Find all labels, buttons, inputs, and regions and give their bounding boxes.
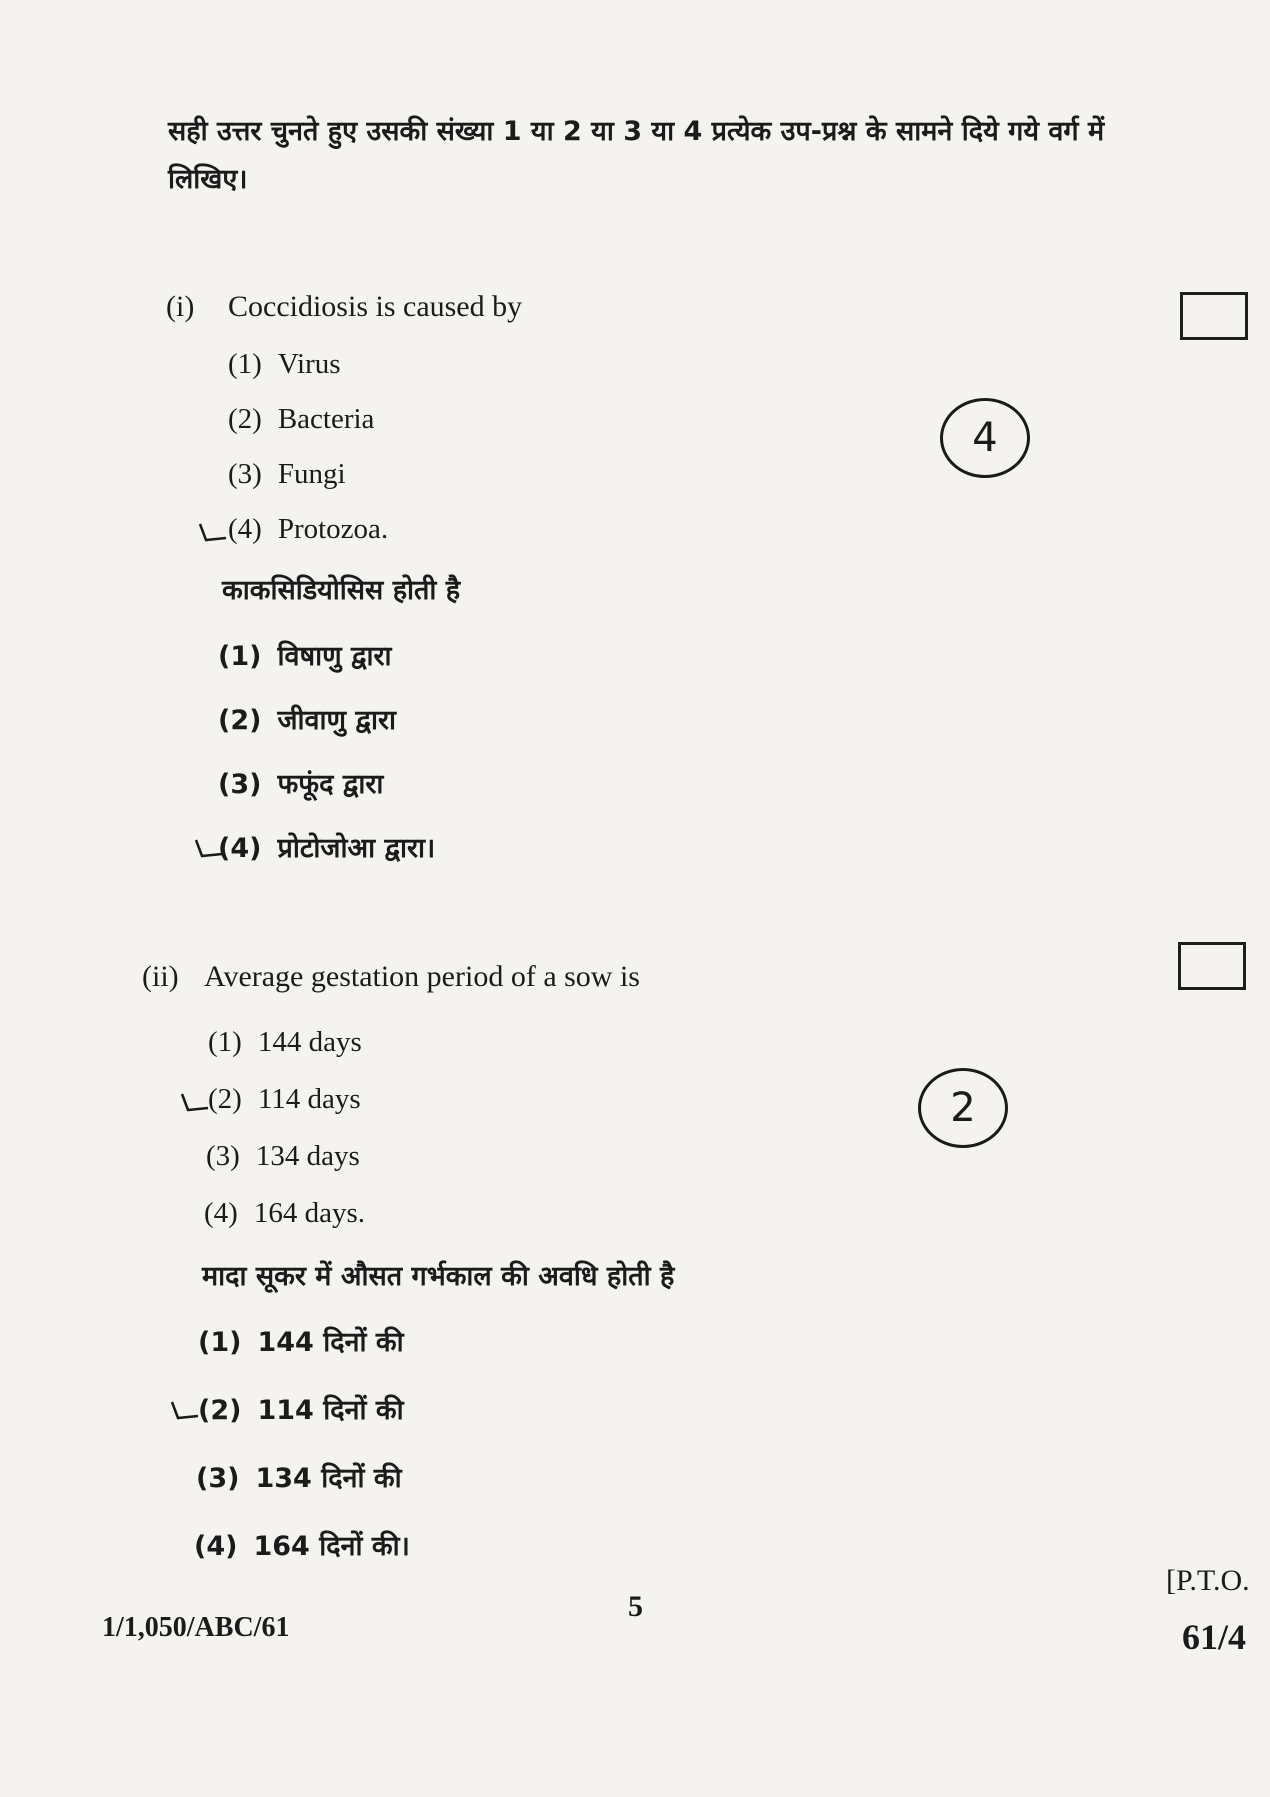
question-2-text: Average gestation period of a sow is [204, 960, 640, 993]
paper-code: 61/4 [1182, 1617, 1247, 1657]
q1-hindi-option-1: (1) विषाणु द्वारा [218, 641, 392, 672]
q2-option-4: (4) 164 days. [204, 1197, 365, 1229]
q1-option-2: (2) Bacteria [228, 403, 375, 435]
question-1-text: Coccidiosis is caused by [228, 290, 523, 323]
footer-code: 1/1,050/ABC/61 [102, 1612, 290, 1643]
handwritten-answer-2: 2 [918, 1068, 1008, 1148]
q2-hindi-option-2: (2) 114 दिनों की [198, 1395, 404, 1426]
page-number: 5 [628, 1590, 643, 1623]
q2-option-2: (2) 114 days [208, 1083, 361, 1115]
tick-mark-icon [194, 838, 224, 858]
q1-hindi-option-2: (2) जीवाणु द्वारा [218, 705, 396, 736]
q1-option-3: (3) Fungi [228, 458, 346, 490]
answer-box-2[interactable] [1178, 942, 1246, 990]
handwritten-answer-1: 4 [940, 398, 1030, 478]
q2-hindi-text: मादा सूकर में औसत गर्भकाल की अवधि होती है [202, 1261, 675, 1292]
question-2 [142, 960, 640, 994]
q2-option-3: (3) 134 days [206, 1140, 360, 1172]
q2-hindi-option-1: (1) 144 दिनों की [198, 1327, 404, 1358]
tick-mark-icon [170, 1400, 200, 1420]
q1-hindi-option-3: (3) फफूंद द्वारा [218, 769, 384, 800]
pto-label: [P.T.O. [1166, 1564, 1250, 1597]
q1-option-4: (4) Protozoa. [228, 513, 389, 545]
instruction-line-1: सही उत्तर चुनते हुए उसकी संख्या 1 या 2 या 3 या 4 प्रत्येक उप-प्रश्न के सामने दिये गये वर्ग में [168, 116, 1105, 147]
tick-mark-icon [180, 1092, 210, 1112]
q2-hindi-option-4: (4) 164 दिनों की। [194, 1531, 410, 1562]
q2-option-1: (1) 144 days [208, 1026, 362, 1058]
question-1-number: (i) [166, 290, 195, 323]
question-1 [166, 290, 522, 324]
question-2-number: (ii) [142, 960, 179, 993]
answer-box-1[interactable] [1180, 292, 1248, 340]
q2-hindi-option-3: (3) 134 दिनों की [196, 1463, 402, 1494]
instruction-line-2: लिखिए। [168, 164, 248, 195]
tick-mark-icon [198, 522, 228, 542]
q1-hindi-option-4: (4) प्रोटोजोआ द्वारा। [218, 833, 436, 864]
q1-hindi-text: काकसिडियोसिस होती है [222, 575, 461, 606]
q1-option-1: (1) Virus [228, 348, 341, 380]
